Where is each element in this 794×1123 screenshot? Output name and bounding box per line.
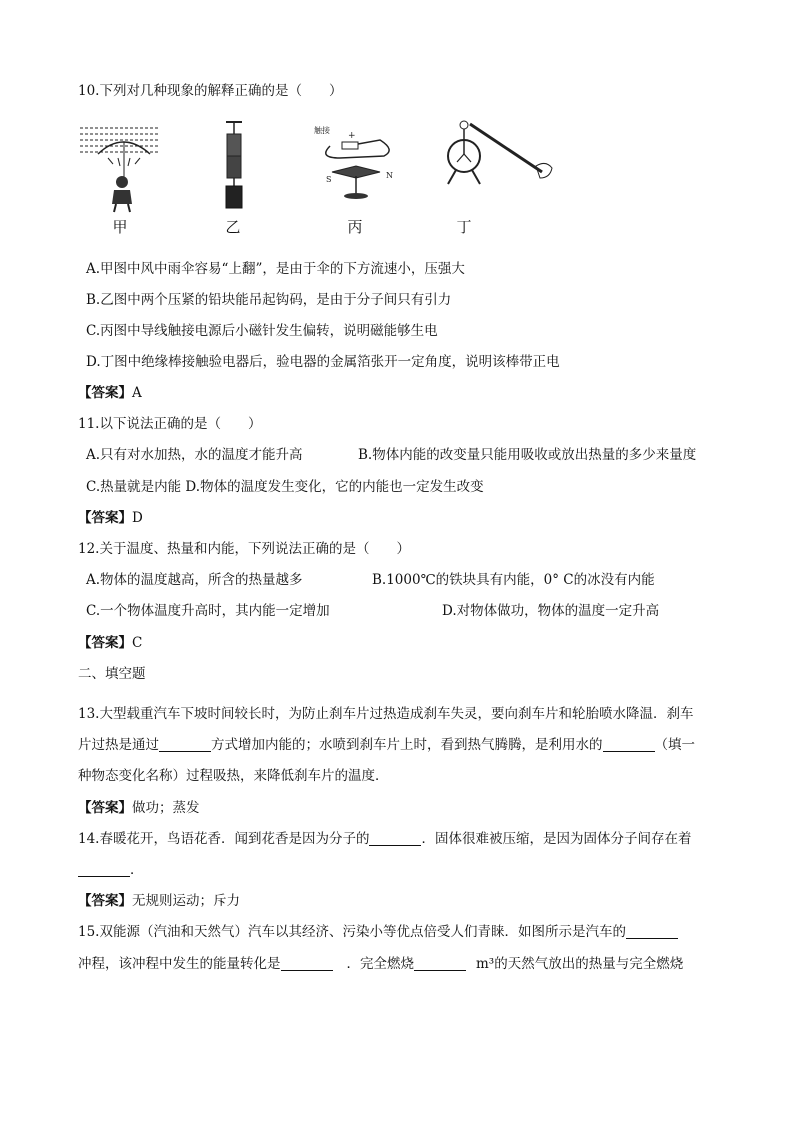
- q14-blank-1: [369, 831, 421, 846]
- oersted-experiment-illustration: [310, 120, 400, 215]
- q15-text-c: m³的天然气放出的热量与完全燃烧: [476, 956, 684, 972]
- q10-option-a: A.甲图中风中雨伞容易“上翻”，是由于伞的下方流速小，压强大: [86, 261, 465, 277]
- figure-jia: [78, 120, 168, 240]
- answer-label: 【答案】: [78, 893, 132, 909]
- figure-bing: [310, 120, 400, 240]
- q13-line2: [78, 736, 695, 754]
- figure-yi: [208, 120, 258, 240]
- answer-label: 【答案】: [78, 385, 132, 401]
- q15-blank-2: [281, 956, 333, 971]
- answer-value: D: [132, 510, 143, 526]
- q13-answer: [78, 799, 200, 817]
- section-heading-fill-in: 二、填空题: [78, 666, 146, 682]
- figure-label-yi: 乙: [225, 218, 241, 236]
- q12-option-b: B.1000℃的铁块具有内能，0° C的冰没有内能: [372, 572, 655, 588]
- q13-line1: 13.大型载重汽车下坡时间较长时，为防止刹车片过热造成刹车失灵，要向刹车片和轮胎喷水降温．刹车: [78, 706, 694, 722]
- q14-line1: [78, 830, 691, 848]
- plus-label: +: [348, 131, 356, 141]
- q14-blank-2: [78, 862, 130, 877]
- q12-answer: [78, 634, 142, 652]
- q15-line1: [78, 923, 678, 941]
- lead-blocks-illustration: [208, 120, 258, 215]
- q11-stem: 11.以下说法正确的是（ ）: [78, 416, 262, 432]
- n-pole-label: N: [386, 171, 393, 180]
- answer-label: 【答案】: [78, 800, 132, 816]
- q13-blank-2: [603, 737, 655, 752]
- q11-option-b: B.物体内能的改变量只能用吸收或放出热量的多少来量度: [358, 447, 697, 463]
- answer-value: 做功；蒸发: [132, 800, 200, 816]
- q13-text-a: 片过热是通过: [78, 737, 159, 753]
- figure-label-ding: 丁: [456, 218, 472, 236]
- q10-option-d: D.丁图中绝缘棒接触验电器后，验电器的金属箔张开一定角度，说明该棒带正电: [86, 354, 560, 370]
- q13-line3: 种物态变化名称）过程吸热，来降低刹车片的温度．: [78, 768, 389, 784]
- answer-value: A: [132, 385, 142, 401]
- q14-answer: [78, 892, 240, 910]
- q15-text-a2: 冲程，该冲程中发生的能量转化是: [78, 956, 281, 972]
- q10-option-c: C.丙图中导线触接电源后小磁针发生偏转，说明磁能够生电: [86, 323, 438, 339]
- q12-option-c: C.一个物体温度升高时，其内能一定增加: [86, 603, 330, 619]
- answer-value: 无规则运动；斥力: [132, 893, 240, 909]
- figure-ding: [442, 120, 558, 240]
- figure-label-jia: 甲: [112, 218, 128, 236]
- answer-label: 【答案】: [78, 635, 132, 651]
- q10-figures: [78, 120, 558, 240]
- q13-blank-1: [159, 737, 211, 752]
- q15-text-a: 15.双能源（汽油和天然气）汽车以其经济、污染小等优点倍受人们青睐．如图所示是汽车的: [78, 924, 626, 940]
- q13-text-b: 方式增加内能的；水喷到刹车片上时，看到热气腾腾，是利用水的: [211, 737, 603, 753]
- q14-text-b: ．固体很难被压缩，是因为固体分子间存在着: [421, 831, 692, 847]
- q15-blank-3: [414, 956, 466, 971]
- answer-value: C: [132, 635, 143, 651]
- q15-line2: [78, 955, 683, 973]
- q14-text-a: 14.春暖花开，鸟语花香．闻到花香是因为分子的: [78, 831, 370, 847]
- q11-option-a: A.只有对水加热，水的温度才能升高: [86, 447, 303, 463]
- electroscope-illustration: [442, 120, 558, 215]
- q10-option-b: B.乙图中两个压紧的铅块能吊起钩码，是由于分子间只有引力: [86, 292, 452, 308]
- q15-text-b: ．完全燃烧: [346, 956, 414, 972]
- q11-answer: [78, 509, 143, 527]
- q10-stem: 10.下列对几种现象的解释正确的是（ ）: [78, 83, 343, 99]
- s-pole-label: S: [326, 175, 332, 184]
- q11-options-cd: C.热量就是内能 D.物体的温度发生变化，它的内能也一定发生改变: [86, 479, 484, 495]
- q13-text-c: （填一: [654, 737, 695, 753]
- umbrella-wind-illustration: [78, 120, 168, 215]
- q14-line2: [78, 861, 144, 879]
- q12-option-a: A.物体的温度越高，所含的热量越多: [86, 572, 303, 588]
- q12-option-d: D.对物体做功，物体的温度一定升高: [442, 603, 660, 619]
- q10-answer: [78, 384, 142, 402]
- q15-blank-1: [626, 924, 678, 939]
- contact-label: 触接: [314, 126, 330, 135]
- answer-label: 【答案】: [78, 510, 132, 526]
- figure-label-bing: 丙: [347, 218, 363, 236]
- q14-text-end: ．: [130, 862, 144, 878]
- q12-stem: 12.关于温度、热量和内能，下列说法正确的是（ ）: [78, 541, 410, 557]
